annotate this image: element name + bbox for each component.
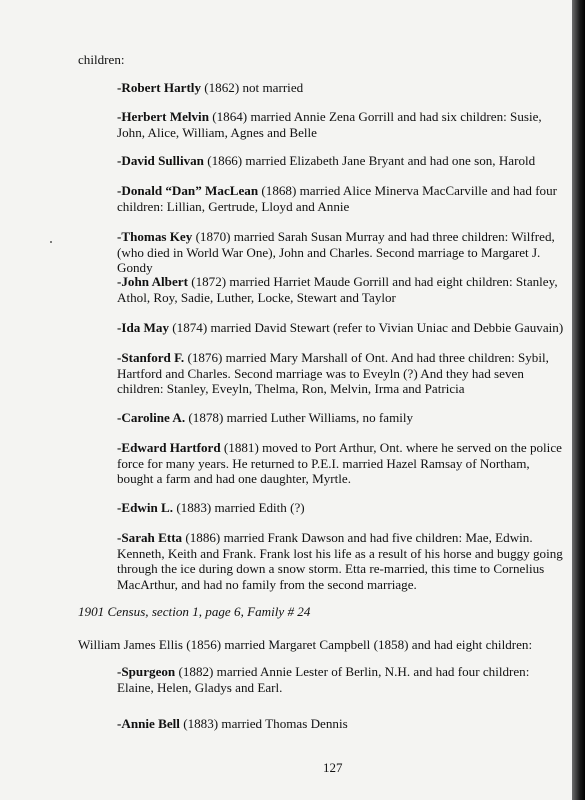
child-name: -Herbert Melvin <box>117 109 209 124</box>
intro-text: children: <box>78 52 125 67</box>
child-entry <box>117 80 569 96</box>
child-name: -Spurgeon <box>117 664 176 679</box>
child-entry <box>117 274 569 305</box>
child-entry <box>117 183 569 214</box>
child-details: (1882) married Annie Lester of Berlin, N.H. and had four children: Elaine, Helen, Gladys and Earl. <box>117 664 530 695</box>
child-details: (1874) married David Stewart (refer to Vivian Uniac and Debbie Gauvain) <box>169 320 564 335</box>
child-name: -Robert Hartly <box>117 80 201 95</box>
child-entry <box>117 350 569 397</box>
child-name: -David Sullivan <box>117 153 204 168</box>
child-entry <box>117 229 569 276</box>
child-entry <box>117 440 569 487</box>
child-details: (1883) married Thomas Dennis <box>179 716 348 731</box>
child-details: (1881) moved to Port Arthur, Ont. where he served on the police force for many years. He returned to P.E.I. married Hazel Ramsay of Northam, bought a farm and had one daughter, Myrtle. <box>117 440 562 486</box>
child-name: -Annie Bell <box>117 716 180 731</box>
scan-speck <box>50 241 52 243</box>
child-entry <box>117 530 569 592</box>
child-entry <box>117 153 569 169</box>
child-details: (1876) married Mary Marshall of Ont. And had three children: Sybil, Hartford and Charles. Second marriage was to Eveyln (?) And they had seven children: Stanley, Eveyln, Thelma, Ron, Melvin, Irma and Patricia <box>117 350 549 396</box>
child-name: -Sarah Etta <box>117 530 183 545</box>
child-details: (1878) married Luther Williams, no family <box>185 410 414 425</box>
child-details: (1862) not married <box>201 80 304 95</box>
child-details: (1872) married Harriet Maude Gorrill and had eight children: Stanley, Athol, Roy, Sadie, Luther, Locke, Stewart and Taylor <box>117 274 558 305</box>
child-entry <box>117 500 569 516</box>
family-intro: William James Ellis (1856) married Margaret Campbell (1858) and had eight children: <box>78 637 533 652</box>
census-heading: 1901 Census, section 1, page 6, Family # 24 <box>78 604 311 619</box>
child-name: -Edward Hartford <box>117 440 221 455</box>
child-details: (1886) married Frank Dawson and had five children: Mae, Edwin. Kenneth, Keith and Frank. Frank lost his life as a result of his horse and buggy going through the ice during down a snow storm. Etta re-married, this time to Cornelius MacArthur, and had no family from the second marriage. <box>117 530 563 592</box>
child-name: -Stanford F. <box>117 350 185 365</box>
child-name: -Thomas Key <box>117 229 193 244</box>
child-entry <box>117 410 569 426</box>
child-name: -Caroline A. <box>117 410 186 425</box>
child-entry <box>117 716 569 732</box>
child-name: -John Albert <box>117 274 188 289</box>
scan-edge-shadow <box>572 0 585 800</box>
child-name: -Donald “Dan” MacLean <box>117 183 259 198</box>
child-name: -Edwin L. <box>117 500 174 515</box>
child-details: (1864) married Annie Zena Gorrill and had six children: Susie, John, Alice, William, Agnes and Belle <box>117 109 542 140</box>
child-details: (1866) married Elizabeth Jane Bryant and had one son, Harold <box>203 153 536 168</box>
page-number: 127 <box>323 760 343 775</box>
child-details: (1883) married Edith (?) <box>173 500 305 515</box>
child-name: -Ida May <box>117 320 170 335</box>
child-entry <box>117 109 569 140</box>
child-entry <box>117 664 569 695</box>
child-details: (1868) married Alice Minerva MacCarville and had four children: Lillian, Gertrude, Lloyd and Annie <box>117 183 558 214</box>
child-entry <box>117 320 569 336</box>
child-details: (1870) married Sarah Susan Murray and had three children: Wilfred, (who died in World War One), John and Charles. Second marriage to Margaret J. Gondy <box>117 229 555 275</box>
